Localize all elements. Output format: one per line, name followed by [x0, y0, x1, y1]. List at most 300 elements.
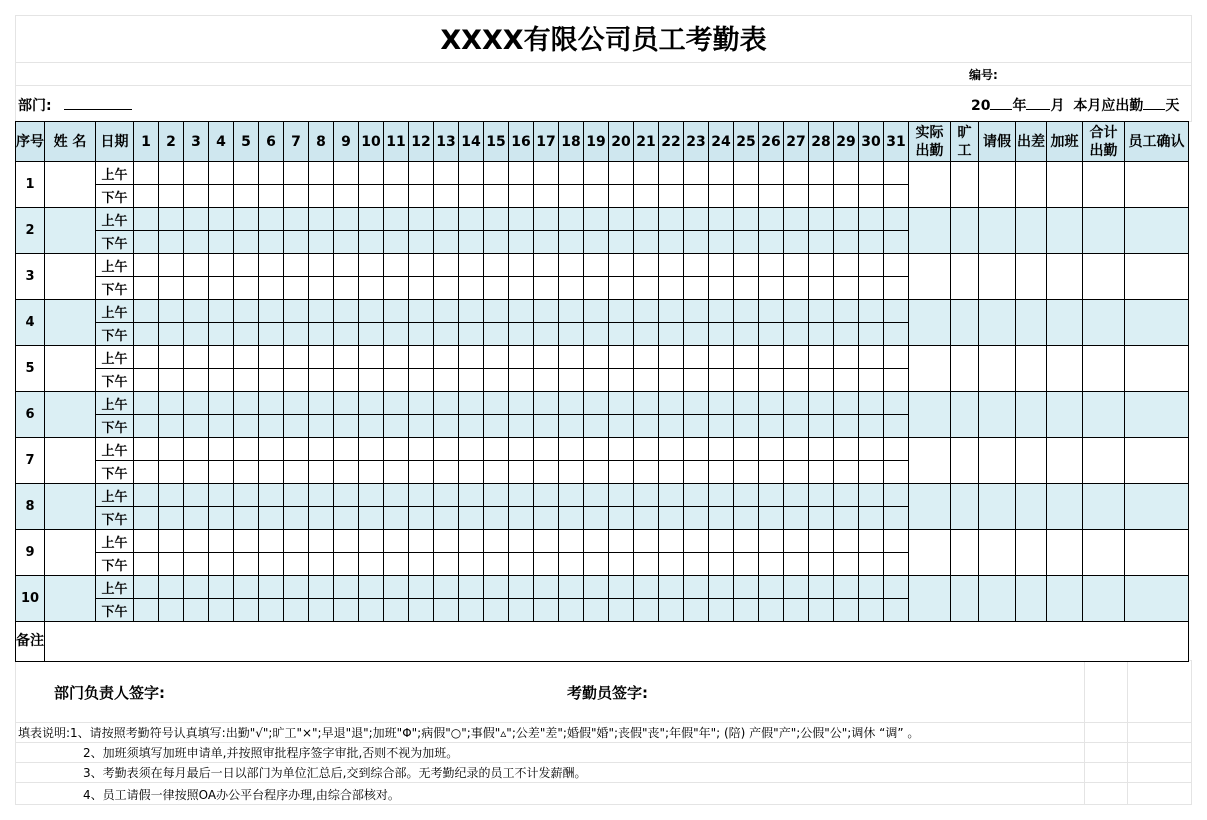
- summary-trip-cell[interactable]: [1016, 300, 1047, 346]
- day-cell-pm[interactable]: [884, 415, 909, 438]
- day-cell-pm[interactable]: [359, 277, 384, 300]
- day-cell-am[interactable]: [484, 438, 509, 461]
- day-cell-am[interactable]: [309, 346, 334, 369]
- day-cell-am[interactable]: [459, 392, 484, 415]
- day-cell-pm[interactable]: [534, 461, 559, 484]
- day-cell-pm[interactable]: [309, 231, 334, 254]
- summary-trip-cell[interactable]: [1016, 484, 1047, 530]
- day-cell-am[interactable]: [659, 254, 684, 277]
- day-cell-pm[interactable]: [709, 599, 734, 622]
- day-cell-am[interactable]: [184, 484, 209, 507]
- day-cell-pm[interactable]: [859, 599, 884, 622]
- day-cell-pm[interactable]: [259, 231, 284, 254]
- day-cell-pm[interactable]: [509, 277, 534, 300]
- day-cell-pm[interactable]: [334, 415, 359, 438]
- day-cell-pm[interactable]: [184, 599, 209, 622]
- day-cell-pm[interactable]: [859, 185, 884, 208]
- day-cell-am[interactable]: [859, 484, 884, 507]
- day-cell-pm[interactable]: [459, 461, 484, 484]
- summary-total-cell[interactable]: [1083, 346, 1125, 392]
- summary-leave-cell[interactable]: [979, 438, 1016, 484]
- day-cell-am[interactable]: [234, 254, 259, 277]
- day-cell-am[interactable]: [834, 484, 859, 507]
- day-cell-am[interactable]: [609, 208, 634, 231]
- summary-actual-cell[interactable]: [909, 254, 951, 300]
- day-cell-pm[interactable]: [634, 461, 659, 484]
- day-cell-am[interactable]: [159, 346, 184, 369]
- day-cell-pm[interactable]: [459, 231, 484, 254]
- day-cell-pm[interactable]: [159, 323, 184, 346]
- day-cell-pm[interactable]: [209, 599, 234, 622]
- day-cell-pm[interactable]: [209, 507, 234, 530]
- day-cell-am[interactable]: [659, 438, 684, 461]
- day-cell-pm[interactable]: [834, 599, 859, 622]
- day-cell-am[interactable]: [534, 438, 559, 461]
- day-cell-am[interactable]: [634, 208, 659, 231]
- day-cell-pm[interactable]: [859, 369, 884, 392]
- day-cell-am[interactable]: [559, 438, 584, 461]
- summary-actual-cell[interactable]: [909, 530, 951, 576]
- day-cell-pm[interactable]: [759, 461, 784, 484]
- day-cell-pm[interactable]: [609, 323, 634, 346]
- day-cell-am[interactable]: [409, 208, 434, 231]
- day-cell-pm[interactable]: [784, 507, 809, 530]
- day-cell-pm[interactable]: [559, 231, 584, 254]
- summary-confirm-cell[interactable]: [1125, 392, 1189, 438]
- day-cell-pm[interactable]: [859, 323, 884, 346]
- day-cell-am[interactable]: [384, 300, 409, 323]
- day-cell-am[interactable]: [334, 346, 359, 369]
- year-input-line[interactable]: [990, 96, 1012, 110]
- day-cell-am[interactable]: [309, 300, 334, 323]
- day-cell-pm[interactable]: [259, 369, 284, 392]
- day-cell-pm[interactable]: [809, 185, 834, 208]
- day-cell-am[interactable]: [284, 484, 309, 507]
- day-cell-am[interactable]: [884, 576, 909, 599]
- day-cell-am[interactable]: [259, 208, 284, 231]
- day-cell-pm[interactable]: [434, 415, 459, 438]
- day-cell-am[interactable]: [709, 254, 734, 277]
- day-cell-pm[interactable]: [734, 231, 759, 254]
- day-cell-pm[interactable]: [334, 369, 359, 392]
- month-input-line[interactable]: [1026, 96, 1050, 110]
- day-cell-am[interactable]: [784, 208, 809, 231]
- summary-confirm-cell[interactable]: [1125, 484, 1189, 530]
- day-cell-pm[interactable]: [584, 277, 609, 300]
- day-cell-am[interactable]: [584, 208, 609, 231]
- day-cell-am[interactable]: [584, 162, 609, 185]
- day-cell-pm[interactable]: [684, 323, 709, 346]
- day-cell-am[interactable]: [584, 300, 609, 323]
- summary-confirm-cell[interactable]: [1125, 254, 1189, 300]
- day-cell-am[interactable]: [409, 530, 434, 553]
- summary-confirm-cell[interactable]: [1125, 438, 1189, 484]
- day-cell-am[interactable]: [184, 576, 209, 599]
- day-cell-am[interactable]: [309, 484, 334, 507]
- day-cell-am[interactable]: [134, 392, 159, 415]
- day-cell-pm[interactable]: [359, 553, 384, 576]
- day-cell-pm[interactable]: [384, 369, 409, 392]
- summary-overtime-cell[interactable]: [1047, 162, 1083, 208]
- day-cell-am[interactable]: [684, 162, 709, 185]
- day-cell-am[interactable]: [609, 576, 634, 599]
- day-cell-am[interactable]: [559, 484, 584, 507]
- summary-absent-cell[interactable]: [951, 438, 979, 484]
- day-cell-am[interactable]: [734, 162, 759, 185]
- day-cell-am[interactable]: [834, 392, 859, 415]
- day-cell-pm[interactable]: [159, 185, 184, 208]
- day-cell-am[interactable]: [634, 254, 659, 277]
- day-cell-am[interactable]: [134, 300, 159, 323]
- day-cell-am[interactable]: [259, 300, 284, 323]
- summary-absent-cell[interactable]: [951, 484, 979, 530]
- day-cell-am[interactable]: [659, 484, 684, 507]
- day-cell-am[interactable]: [159, 208, 184, 231]
- day-cell-pm[interactable]: [509, 185, 534, 208]
- day-cell-am[interactable]: [809, 392, 834, 415]
- day-cell-pm[interactable]: [184, 323, 209, 346]
- day-cell-am[interactable]: [734, 392, 759, 415]
- day-cell-am[interactable]: [209, 530, 234, 553]
- day-cell-pm[interactable]: [759, 415, 784, 438]
- day-cell-am[interactable]: [234, 576, 259, 599]
- day-cell-pm[interactable]: [534, 507, 559, 530]
- day-cell-am[interactable]: [734, 300, 759, 323]
- day-cell-pm[interactable]: [709, 185, 734, 208]
- day-cell-pm[interactable]: [759, 185, 784, 208]
- day-cell-am[interactable]: [284, 162, 309, 185]
- day-cell-am[interactable]: [784, 576, 809, 599]
- day-cell-am[interactable]: [809, 300, 834, 323]
- day-cell-pm[interactable]: [359, 369, 384, 392]
- day-cell-am[interactable]: [284, 346, 309, 369]
- day-cell-am[interactable]: [609, 484, 634, 507]
- day-cell-pm[interactable]: [859, 507, 884, 530]
- day-cell-am[interactable]: [809, 346, 834, 369]
- summary-absent-cell[interactable]: [951, 346, 979, 392]
- day-cell-am[interactable]: [309, 530, 334, 553]
- day-cell-am[interactable]: [834, 208, 859, 231]
- day-cell-am[interactable]: [784, 162, 809, 185]
- day-cell-pm[interactable]: [609, 507, 634, 530]
- day-cell-am[interactable]: [434, 300, 459, 323]
- day-cell-pm[interactable]: [859, 461, 884, 484]
- day-cell-pm[interactable]: [709, 231, 734, 254]
- day-cell-pm[interactable]: [859, 277, 884, 300]
- day-cell-am[interactable]: [809, 576, 834, 599]
- summary-trip-cell[interactable]: [1016, 576, 1047, 622]
- day-cell-am[interactable]: [184, 530, 209, 553]
- day-cell-pm[interactable]: [609, 415, 634, 438]
- summary-leave-cell[interactable]: [979, 208, 1016, 254]
- day-cell-am[interactable]: [534, 392, 559, 415]
- day-cell-am[interactable]: [884, 162, 909, 185]
- day-cell-am[interactable]: [784, 530, 809, 553]
- day-cell-am[interactable]: [484, 392, 509, 415]
- summary-absent-cell[interactable]: [951, 254, 979, 300]
- day-cell-am[interactable]: [584, 576, 609, 599]
- day-cell-am[interactable]: [359, 346, 384, 369]
- day-cell-pm[interactable]: [384, 415, 409, 438]
- day-cell-pm[interactable]: [184, 415, 209, 438]
- summary-total-cell[interactable]: [1083, 438, 1125, 484]
- day-cell-am[interactable]: [134, 254, 159, 277]
- day-cell-am[interactable]: [409, 392, 434, 415]
- day-cell-pm[interactable]: [884, 507, 909, 530]
- day-cell-pm[interactable]: [284, 415, 309, 438]
- day-cell-pm[interactable]: [609, 277, 634, 300]
- day-cell-pm[interactable]: [434, 507, 459, 530]
- day-cell-pm[interactable]: [734, 507, 759, 530]
- day-cell-pm[interactable]: [834, 369, 859, 392]
- day-cell-pm[interactable]: [309, 277, 334, 300]
- day-cell-am[interactable]: [334, 208, 359, 231]
- day-cell-pm[interactable]: [234, 323, 259, 346]
- day-cell-pm[interactable]: [534, 415, 559, 438]
- day-cell-pm[interactable]: [459, 599, 484, 622]
- day-cell-am[interactable]: [334, 254, 359, 277]
- day-cell-am[interactable]: [709, 438, 734, 461]
- day-cell-pm[interactable]: [184, 553, 209, 576]
- day-cell-pm[interactable]: [784, 415, 809, 438]
- summary-overtime-cell[interactable]: [1047, 530, 1083, 576]
- day-cell-am[interactable]: [509, 162, 534, 185]
- day-cell-pm[interactable]: [159, 231, 184, 254]
- day-cell-pm[interactable]: [334, 185, 359, 208]
- day-cell-pm[interactable]: [559, 277, 584, 300]
- day-cell-pm[interactable]: [559, 369, 584, 392]
- day-cell-pm[interactable]: [859, 231, 884, 254]
- day-cell-am[interactable]: [434, 530, 459, 553]
- day-cell-pm[interactable]: [684, 507, 709, 530]
- day-cell-pm[interactable]: [184, 231, 209, 254]
- summary-overtime-cell[interactable]: [1047, 208, 1083, 254]
- summary-leave-cell[interactable]: [979, 392, 1016, 438]
- day-cell-pm[interactable]: [609, 231, 634, 254]
- day-cell-pm[interactable]: [259, 415, 284, 438]
- summary-total-cell[interactable]: [1083, 300, 1125, 346]
- day-cell-am[interactable]: [409, 162, 434, 185]
- summary-leave-cell[interactable]: [979, 162, 1016, 208]
- day-cell-am[interactable]: [134, 576, 159, 599]
- summary-actual-cell[interactable]: [909, 438, 951, 484]
- day-cell-am[interactable]: [334, 530, 359, 553]
- day-cell-am[interactable]: [884, 208, 909, 231]
- day-cell-pm[interactable]: [509, 507, 534, 530]
- day-cell-am[interactable]: [159, 438, 184, 461]
- day-cell-am[interactable]: [459, 300, 484, 323]
- summary-confirm-cell[interactable]: [1125, 576, 1189, 622]
- summary-leave-cell[interactable]: [979, 530, 1016, 576]
- day-cell-pm[interactable]: [634, 185, 659, 208]
- day-cell-am[interactable]: [434, 438, 459, 461]
- day-cell-pm[interactable]: [634, 599, 659, 622]
- day-cell-pm[interactable]: [284, 185, 309, 208]
- day-cell-am[interactable]: [334, 438, 359, 461]
- day-cell-am[interactable]: [584, 254, 609, 277]
- day-cell-am[interactable]: [609, 438, 634, 461]
- day-cell-am[interactable]: [284, 438, 309, 461]
- day-cell-pm[interactable]: [734, 323, 759, 346]
- day-cell-am[interactable]: [484, 484, 509, 507]
- day-cell-pm[interactable]: [159, 277, 184, 300]
- day-cell-am[interactable]: [759, 392, 784, 415]
- day-cell-pm[interactable]: [434, 277, 459, 300]
- day-cell-pm[interactable]: [584, 461, 609, 484]
- day-cell-am[interactable]: [309, 254, 334, 277]
- day-cell-am[interactable]: [634, 300, 659, 323]
- day-cell-am[interactable]: [134, 530, 159, 553]
- day-cell-am[interactable]: [834, 530, 859, 553]
- day-cell-am[interactable]: [484, 254, 509, 277]
- day-cell-pm[interactable]: [584, 599, 609, 622]
- day-cell-am[interactable]: [534, 254, 559, 277]
- day-cell-am[interactable]: [634, 484, 659, 507]
- day-cell-pm[interactable]: [784, 461, 809, 484]
- day-cell-pm[interactable]: [334, 277, 359, 300]
- day-cell-pm[interactable]: [684, 415, 709, 438]
- day-cell-am[interactable]: [784, 346, 809, 369]
- day-cell-am[interactable]: [209, 346, 234, 369]
- day-cell-pm[interactable]: [509, 323, 534, 346]
- day-cell-am[interactable]: [709, 576, 734, 599]
- day-cell-pm[interactable]: [484, 277, 509, 300]
- summary-overtime-cell[interactable]: [1047, 346, 1083, 392]
- summary-overtime-cell[interactable]: [1047, 300, 1083, 346]
- day-cell-pm[interactable]: [734, 415, 759, 438]
- day-cell-pm[interactable]: [659, 369, 684, 392]
- day-cell-pm[interactable]: [184, 185, 209, 208]
- day-cell-am[interactable]: [159, 300, 184, 323]
- day-cell-am[interactable]: [609, 254, 634, 277]
- day-cell-pm[interactable]: [559, 323, 584, 346]
- day-cell-pm[interactable]: [559, 599, 584, 622]
- day-cell-am[interactable]: [459, 254, 484, 277]
- day-cell-am[interactable]: [184, 346, 209, 369]
- day-cell-pm[interactable]: [534, 369, 559, 392]
- day-cell-pm[interactable]: [209, 553, 234, 576]
- day-cell-pm[interactable]: [409, 369, 434, 392]
- day-cell-am[interactable]: [859, 530, 884, 553]
- summary-overtime-cell[interactable]: [1047, 484, 1083, 530]
- day-cell-pm[interactable]: [709, 323, 734, 346]
- day-cell-am[interactable]: [384, 484, 409, 507]
- day-cell-pm[interactable]: [484, 369, 509, 392]
- day-cell-am[interactable]: [234, 530, 259, 553]
- day-cell-am[interactable]: [484, 162, 509, 185]
- name-cell[interactable]: [45, 438, 96, 484]
- day-cell-pm[interactable]: [259, 323, 284, 346]
- name-cell[interactable]: [45, 162, 96, 208]
- day-cell-am[interactable]: [434, 392, 459, 415]
- day-cell-am[interactable]: [384, 438, 409, 461]
- day-cell-pm[interactable]: [459, 277, 484, 300]
- day-cell-pm[interactable]: [159, 507, 184, 530]
- day-cell-pm[interactable]: [409, 231, 434, 254]
- day-cell-pm[interactable]: [234, 507, 259, 530]
- day-cell-am[interactable]: [459, 530, 484, 553]
- day-cell-am[interactable]: [584, 438, 609, 461]
- summary-confirm-cell[interactable]: [1125, 346, 1189, 392]
- day-cell-pm[interactable]: [734, 185, 759, 208]
- summary-total-cell[interactable]: [1083, 530, 1125, 576]
- day-cell-pm[interactable]: [659, 323, 684, 346]
- day-cell-am[interactable]: [534, 576, 559, 599]
- day-cell-pm[interactable]: [484, 461, 509, 484]
- day-cell-am[interactable]: [234, 208, 259, 231]
- day-cell-am[interactable]: [509, 576, 534, 599]
- day-cell-am[interactable]: [659, 300, 684, 323]
- summary-leave-cell[interactable]: [979, 484, 1016, 530]
- day-cell-am[interactable]: [259, 162, 284, 185]
- day-cell-am[interactable]: [334, 576, 359, 599]
- day-cell-pm[interactable]: [259, 553, 284, 576]
- day-cell-pm[interactable]: [559, 507, 584, 530]
- day-cell-am[interactable]: [809, 208, 834, 231]
- day-cell-am[interactable]: [434, 576, 459, 599]
- day-cell-pm[interactable]: [759, 507, 784, 530]
- day-cell-am[interactable]: [759, 530, 784, 553]
- day-cell-am[interactable]: [509, 300, 534, 323]
- day-cell-pm[interactable]: [309, 323, 334, 346]
- day-cell-pm[interactable]: [234, 415, 259, 438]
- day-cell-pm[interactable]: [359, 185, 384, 208]
- day-cell-am[interactable]: [609, 530, 634, 553]
- day-cell-am[interactable]: [484, 346, 509, 369]
- day-cell-pm[interactable]: [534, 185, 559, 208]
- day-cell-am[interactable]: [459, 576, 484, 599]
- day-cell-pm[interactable]: [484, 415, 509, 438]
- day-cell-am[interactable]: [609, 162, 634, 185]
- day-cell-am[interactable]: [534, 484, 559, 507]
- day-cell-am[interactable]: [484, 530, 509, 553]
- day-cell-am[interactable]: [559, 300, 584, 323]
- day-cell-am[interactable]: [584, 346, 609, 369]
- day-cell-am[interactable]: [184, 392, 209, 415]
- day-cell-am[interactable]: [684, 346, 709, 369]
- day-cell-am[interactable]: [684, 438, 709, 461]
- summary-total-cell[interactable]: [1083, 392, 1125, 438]
- day-cell-pm[interactable]: [884, 277, 909, 300]
- day-cell-am[interactable]: [734, 438, 759, 461]
- day-cell-pm[interactable]: [184, 507, 209, 530]
- day-cell-am[interactable]: [184, 438, 209, 461]
- day-cell-am[interactable]: [209, 484, 234, 507]
- summary-confirm-cell[interactable]: [1125, 300, 1189, 346]
- day-cell-pm[interactable]: [609, 461, 634, 484]
- day-cell-pm[interactable]: [134, 461, 159, 484]
- day-cell-pm[interactable]: [434, 553, 459, 576]
- day-cell-pm[interactable]: [134, 507, 159, 530]
- day-cell-am[interactable]: [209, 576, 234, 599]
- day-cell-pm[interactable]: [359, 415, 384, 438]
- day-cell-pm[interactable]: [784, 231, 809, 254]
- day-cell-am[interactable]: [209, 162, 234, 185]
- day-cell-pm[interactable]: [284, 231, 309, 254]
- day-cell-pm[interactable]: [834, 185, 859, 208]
- day-cell-am[interactable]: [459, 484, 484, 507]
- day-cell-am[interactable]: [259, 576, 284, 599]
- day-cell-pm[interactable]: [834, 231, 859, 254]
- day-cell-pm[interactable]: [359, 507, 384, 530]
- day-cell-pm[interactable]: [534, 277, 559, 300]
- day-cell-am[interactable]: [834, 162, 859, 185]
- day-cell-am[interactable]: [434, 346, 459, 369]
- day-cell-pm[interactable]: [609, 599, 634, 622]
- day-cell-am[interactable]: [634, 392, 659, 415]
- day-cell-am[interactable]: [134, 346, 159, 369]
- day-cell-pm[interactable]: [384, 507, 409, 530]
